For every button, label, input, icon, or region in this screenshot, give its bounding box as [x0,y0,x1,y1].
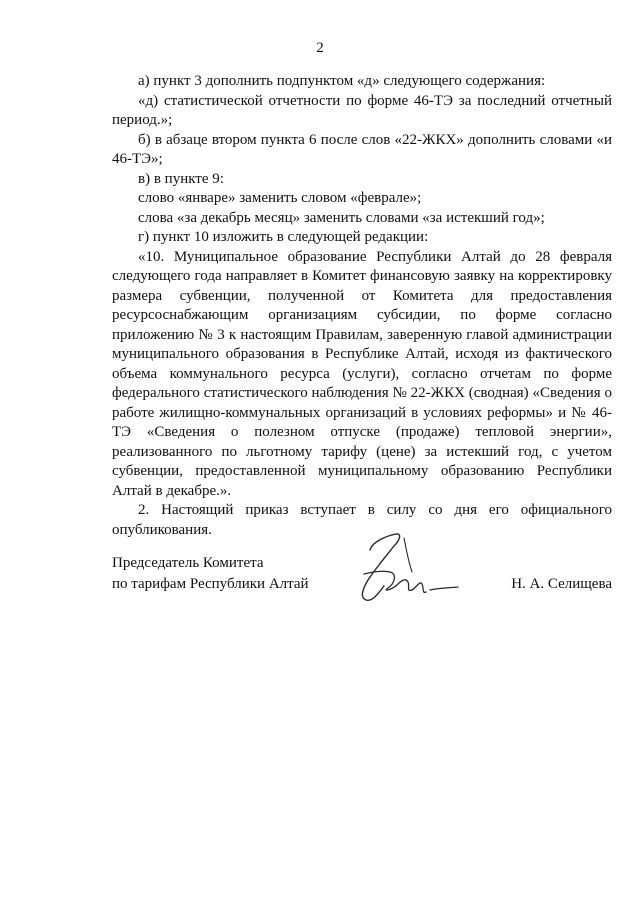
amendment-v: в) в пункте 9: [138,170,224,187]
amendment-g-text: «10. Муниципальное образование Республики Алтай до 28 февраля следующего года направляет в Комитет финансовую заявку на корректировку размера субвенции, полученной от Комитета для предоставления ресурсоснабжающим организациям субсидии, по форме согласно приложению № 3 к настоящим Правилам, заверенную главой администрации муниципального образования в Республике Алтай, исходя из фактического объема коммунального ресурса (услуги), согласно отчетам по форме федерального статистического наблюдения № 22-ЖКХ (сводная) «Сведения о работе жилищно-коммунальных организаций в условиях реформы» и № 46-ТЭ «Сведения о полезном отпуске (продаже) тепловой энергии», реализованного по льготному тарифу (цене) за истекший год, с учетом субвенции, предоставленной муниципальному образованию Республики Алтай в декабре.». [112,248,612,499]
page-number: 2 [316,40,324,56]
signatory-title-line-2: по тарифам Республики Алтай [112,576,309,592]
amendment-v-1: слово «январе» заменить словом «феврале»; [138,190,422,206]
signatory-title [112,553,352,595]
document-body [112,72,612,540]
signatory-name: Н. А. Селищева [511,576,612,592]
amendment-a-text: «д) статистической отчетности по форме 46-ТЭ за последний отчетный период.»; [112,92,612,128]
amendment-a: а) пункт 3 дополнить подпунктом «д» следующего содержания: [138,73,546,89]
amendment-v-2: слова «за декабрь месяц» заменить словами «за истекший год»; [138,209,545,226]
handwritten-signature [342,528,462,608]
effective-date-clause: 2. Настоящий приказ вступает в силу со дня его официального опубликования. [112,502,612,538]
amendment-g: г) пункт 10 изложить в следующей редакции: [138,229,429,245]
amendment-b: б) в абзаце втором пункта 6 после слов «22-ЖКХ» дополнить словами «и 46-ТЭ»; [112,131,612,167]
signatory-title-line-1: Председатель Комитета [112,555,264,571]
